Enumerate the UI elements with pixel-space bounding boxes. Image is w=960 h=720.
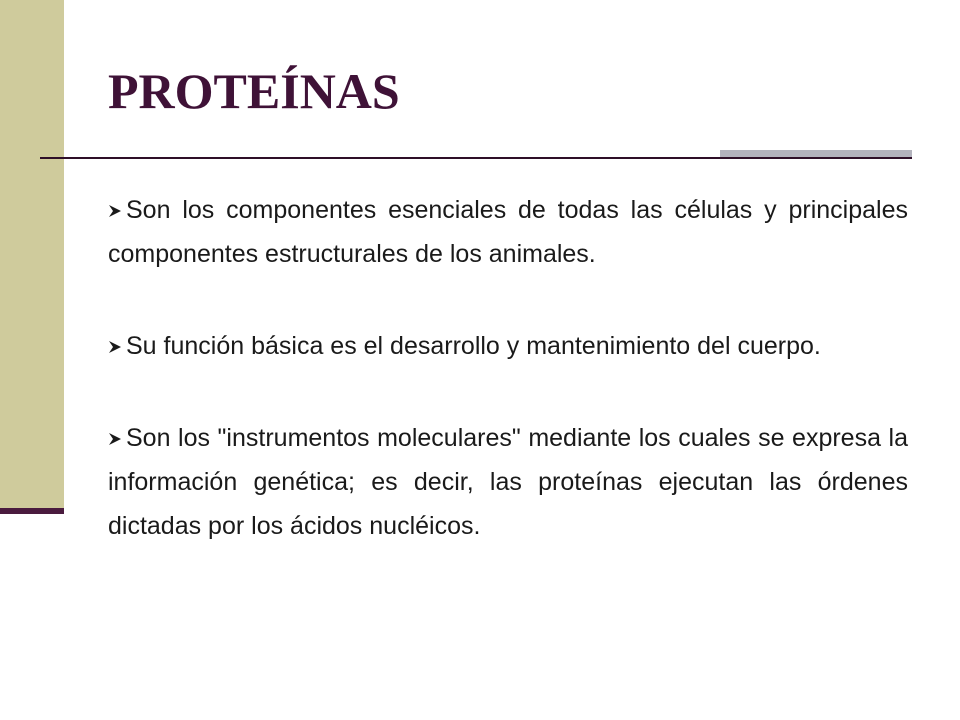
bullet-text: Son los componentes esenciales de todas las células y principales componentes estructurales de los animales. (108, 196, 908, 268)
bullet-text: Su función básica es el desarrollo y mantenimiento del cuerpo. (126, 332, 821, 360)
bullet-text: Son los "instrumentos moleculares" mediante los cuales se expresa la información genética; es decir, las proteínas ejecutan las órdenes dictadas por los ácidos nucléicos. (108, 424, 908, 540)
bullet-item (108, 416, 908, 548)
bullet-list (108, 188, 908, 596)
slide-title: PROTEÍNAS (108, 63, 400, 119)
bullet-item (108, 188, 908, 276)
arrow-bullet-icon (108, 204, 122, 218)
arrow-bullet-icon (108, 432, 122, 446)
title-underline (40, 157, 912, 159)
side-decor-accent (0, 508, 64, 514)
arrow-bullet-icon (108, 340, 122, 354)
bullet-item (108, 324, 908, 368)
title-underline-accent (720, 150, 912, 157)
side-decor-band (0, 0, 64, 510)
